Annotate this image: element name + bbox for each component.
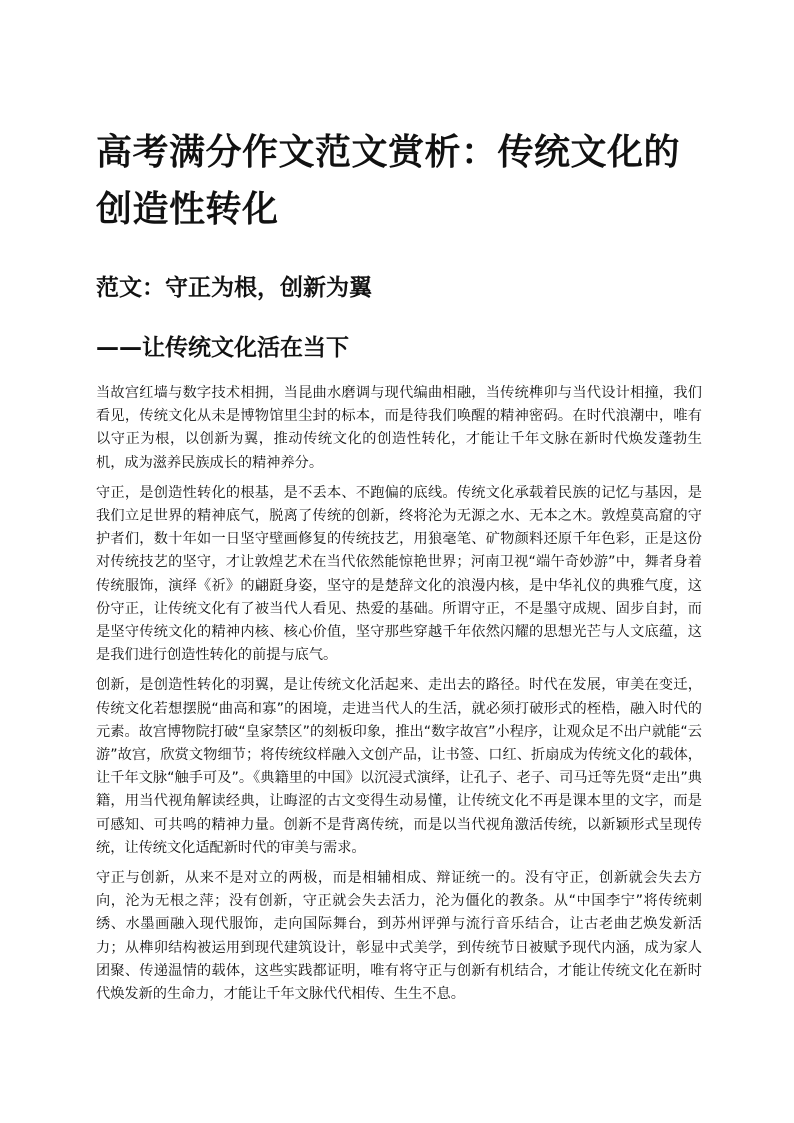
paragraph-4: 守正与创新，从来不是对立的两极，而是相辅相成、辩证统一的。没有守正，创新就会失去方向，沦为无根之萍；没有创新，守正就会失去活力，沦为僵化的教条。从“中国李宁”将传统刺绣、水墨画融入现代服饰，走向国际舞台，到苏州评弹与流行音乐结合，让古老曲艺焕发新活力；从榫卯结构被运用到现代建筑设计，彰显中式美学，到传统节日被赋予现代内涵，成为家人团聚、传递温情的载体，这些实践都证明，唯有将守正与创新有机结合，才能让传统文化在新时代焕发新的生命力，才能让千年文脉代代相传、生生不息。	[96, 870, 702, 1003]
paragraph-1: 当故宫红墙与数字技术相拥，当昆曲水磨调与现代编曲相融，当传统榫卯与当代设计相撞，我们看见，传统文化从未是博物馆里尘封的标本，而是待我们唤醒的精神密码。在时代浪潮中，唯有以守正为根，以创新为翼，推动传统文化的创造性转化，才能让千年文脉在新时代焕发蓬勃生机，成为滋养民族成长的精神养分。	[96, 385, 702, 471]
paragraph-3: 创新，是创造性转化的羽翼，是让传统文化活起来、走出去的路径。时代在发展，审美在变迁，传统文化若想摆脱“曲高和寡”的困境，走进当代人的生活，就必须打破形式的桎梏，融入时代的元素。故宫博物院打破“皇家禁区”的刻板印象，推出“数字故宫”小程序，让观众足不出户就能“云游”故宫，欣赏文物细节；将传统纹样融入文创产品，让书签、口红、折扇成为传统文化的载体，让千年文脉“触手可及”。《典籍里的中国》以沉浸式演绎，让孔子、老子、司马迁等先贤“走出”典籍，用当代视角解读经典，让晦涩的古文变得生动易懂，让传统文化不再是课本里的文字，而是可感知、可共鸣的精神力量。创新不是背离传统，而是以当代视角激活传统，以新颖形式呈现传统，让传统文化适配新时代的审美与需求。	[96, 677, 702, 856]
essay-subtitle: ——让传统文化活在当下	[96, 335, 349, 361]
paragraph-2: 守正，是创造性转化的根基，是不丢本、不跑偏的底线。传统文化承载着民族的记忆与基因，是我们立足世界的精神底气，脱离了传统的创新，终将沦为无源之水、无本之木。敦煌莫高窟的守护者们，数十年如一日坚守壁画修复的传统技艺，用狼毫笔、矿物颜料还原千年色彩，正是这份对传统技艺的坚守，才让敦煌艺术在当代依然能惊艳世界；河南卫视“端午奇妙游”中，舞者身着传统服饰，演绎《祈》的翩跹身姿，坚守的是楚辞文化的浪漫内核，是中华礼仪的典雅气度，这份守正，让传统文化有了被当代人看见、热爱的基础。所谓守正，不是墨守成规、固步自封，而是坚守传统文化的精神内核、核心价值，坚守那些穿越千年依然闪耀的思想光芒与人文底蕴，这是我们进行创造性转化的前提与底气。	[96, 484, 702, 664]
essay-body	[96, 382, 702, 1006]
essay-title: 范文：守正为根，创新为翼	[96, 275, 372, 301]
document-title: 高考满分作文范文赏析：传统文化的创造性转化	[96, 132, 681, 230]
document-page	[96, 124, 702, 1013]
